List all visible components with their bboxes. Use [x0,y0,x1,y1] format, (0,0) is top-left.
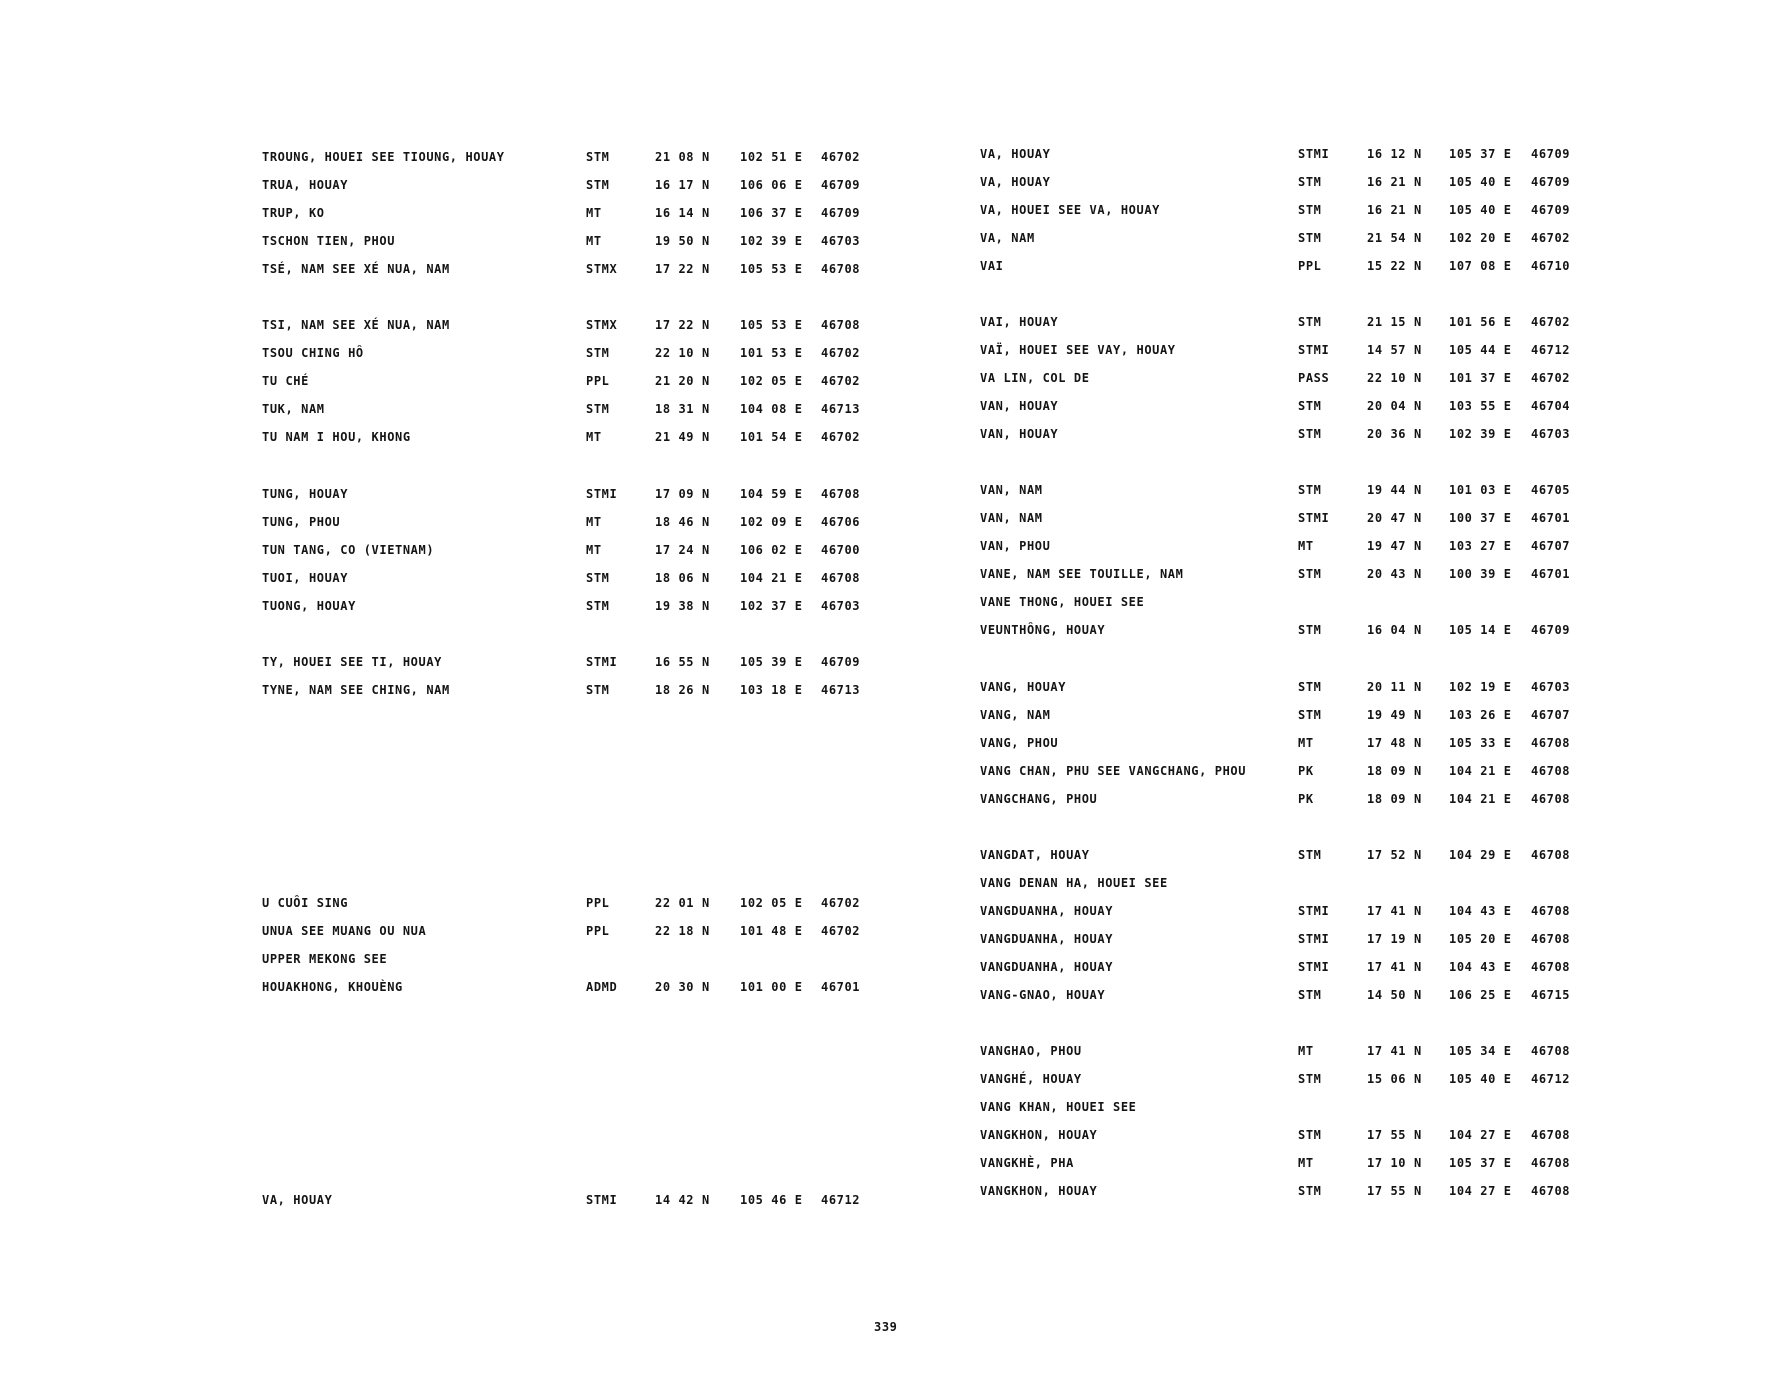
longitude: 105 14 E [1449,623,1512,637]
map-sheet: 46708 [821,571,861,585]
feature-code: STM [1298,680,1322,694]
place-name: VAN, HOUAY [980,427,1059,441]
latitude: 21 20 N [655,374,710,388]
feature-code: STMI [1298,343,1330,357]
feature-code: STM [1298,483,1322,497]
map-sheet: 46708 [1531,764,1571,778]
map-sheet: 46708 [1531,1156,1571,1170]
longitude: 106 06 E [740,178,803,192]
longitude: 103 55 E [1449,399,1512,413]
place-name: HOUAKHONG, KHOUÈNG [262,980,403,994]
map-sheet: 46709 [1531,147,1571,161]
place-name: TUOI, HOUAY [262,571,349,585]
feature-code: STM [586,599,610,613]
latitude: 20 11 N [1367,680,1422,694]
feature-code: STM [1298,708,1322,722]
longitude: 105 53 E [740,318,803,332]
latitude: 18 06 N [655,571,710,585]
map-sheet: 46703 [821,234,861,248]
longitude: 101 37 E [1449,371,1512,385]
feature-code: STM [1298,203,1322,217]
feature-code: STMI [586,655,618,669]
place-name: VANGDAT, HOUAY [980,848,1090,862]
longitude: 105 46 E [740,1193,803,1207]
map-sheet: 46704 [1531,399,1571,413]
latitude: 21 08 N [655,150,710,164]
latitude: 20 36 N [1367,427,1422,441]
longitude: 102 09 E [740,515,803,529]
map-sheet: 46715 [1531,988,1571,1002]
longitude: 104 27 E [1449,1184,1512,1198]
latitude: 20 43 N [1367,567,1422,581]
map-sheet: 46703 [821,599,861,613]
place-name: TU NAM I HOU, KHONG [262,430,411,444]
feature-code: STM [1298,315,1322,329]
feature-code: STM [1298,848,1322,862]
feature-code: MT [1298,539,1314,553]
latitude: 19 38 N [655,599,710,613]
longitude: 105 33 E [1449,736,1512,750]
latitude: 21 54 N [1367,231,1422,245]
feature-code: STMX [586,262,618,276]
feature-code: STM [1298,175,1322,189]
place-name: VANGKHÈ, PHA [980,1156,1074,1170]
place-name: TUN TANG, CO (VIETNAM) [262,543,435,557]
latitude: 19 49 N [1367,708,1422,722]
map-sheet: 46702 [821,346,861,360]
longitude: 105 37 E [1449,147,1512,161]
map-sheet: 46703 [1531,427,1571,441]
feature-code: PK [1298,764,1314,778]
feature-code: MT [586,206,602,220]
longitude: 105 37 E [1449,1156,1512,1170]
place-name: VANGHAO, PHOU [980,1044,1082,1058]
feature-code: STM [1298,567,1322,581]
map-sheet: 46702 [821,430,861,444]
latitude: 16 17 N [655,178,710,192]
place-name: VANGKHON, HOUAY [980,1128,1098,1142]
map-sheet: 46702 [821,896,861,910]
map-sheet: 46708 [821,262,861,276]
longitude: 105 44 E [1449,343,1512,357]
longitude: 106 02 E [740,543,803,557]
place-name: VA, HOUEI SEE VA, HOUAY [980,203,1160,217]
map-sheet: 46701 [1531,511,1571,525]
feature-code: PPL [586,896,610,910]
latitude: 22 10 N [655,346,710,360]
longitude: 100 39 E [1449,567,1512,581]
feature-code: STMX [586,318,618,332]
latitude: 18 09 N [1367,792,1422,806]
map-sheet: 46708 [1531,848,1571,862]
feature-code: STM [1298,1128,1322,1142]
place-name: U CUÔI SING [262,896,349,910]
feature-code: STM [1298,231,1322,245]
latitude: 14 42 N [655,1193,710,1207]
map-sheet: 46712 [1531,343,1571,357]
feature-code: STMI [1298,960,1330,974]
feature-code: STM [586,178,610,192]
feature-code: PPL [1298,259,1322,273]
latitude: 17 41 N [1367,960,1422,974]
map-sheet: 46702 [1531,371,1571,385]
place-name: VANG, HOUAY [980,680,1067,694]
longitude: 100 37 E [1449,511,1512,525]
latitude: 19 47 N [1367,539,1422,553]
latitude: 17 48 N [1367,736,1422,750]
latitude: 16 21 N [1367,203,1422,217]
latitude: 16 55 N [655,655,710,669]
place-name: TUNG, HOUAY [262,487,349,501]
longitude: 101 54 E [740,430,803,444]
latitude: 16 14 N [655,206,710,220]
map-sheet: 46708 [1531,736,1571,750]
longitude: 104 08 E [740,402,803,416]
longitude: 104 27 E [1449,1128,1512,1142]
place-name: TRUA, HOUAY [262,178,349,192]
place-name: VANG-GNAO, HOUAY [980,988,1106,1002]
latitude: 17 19 N [1367,932,1422,946]
latitude: 17 09 N [655,487,710,501]
map-sheet: 46707 [1531,708,1571,722]
latitude: 17 41 N [1367,1044,1422,1058]
place-name: VANE, NAM SEE TOUILLE, NAM [980,567,1184,581]
feature-code: STM [586,571,610,585]
map-sheet: 46709 [1531,175,1571,189]
feature-code: STM [1298,1184,1322,1198]
feature-code: STMI [1298,511,1330,525]
latitude: 20 47 N [1367,511,1422,525]
feature-code: ADMD [586,980,618,994]
longitude: 102 19 E [1449,680,1512,694]
place-name: VANGDUANHA, HOUAY [980,932,1114,946]
longitude: 105 40 E [1449,203,1512,217]
longitude: 102 05 E [740,896,803,910]
place-name: VA, HOUAY [980,147,1051,161]
place-name: VAÏ, HOUEI SEE VAY, HOUAY [980,343,1176,357]
longitude: 104 21 E [740,571,803,585]
latitude: 22 18 N [655,924,710,938]
place-name: VAI [980,259,1004,273]
place-name: VANE THONG, HOUEI SEE [980,595,1145,609]
longitude: 104 21 E [1449,764,1512,778]
latitude: 17 41 N [1367,904,1422,918]
map-sheet: 46706 [821,515,861,529]
map-sheet: 46708 [1531,932,1571,946]
map-sheet: 46708 [821,318,861,332]
map-sheet: 46708 [1531,1044,1571,1058]
longitude: 105 40 E [1449,175,1512,189]
place-name: TSOU CHING HÔ [262,346,364,360]
place-name: VANGKHON, HOUAY [980,1184,1098,1198]
place-name: VA LIN, COL DE [980,371,1090,385]
feature-code: STM [1298,988,1322,1002]
map-sheet: 46708 [1531,1184,1571,1198]
longitude: 104 59 E [740,487,803,501]
place-name: UPPER MEKONG SEE [262,952,388,966]
feature-code: STM [586,683,610,697]
longitude: 103 27 E [1449,539,1512,553]
map-sheet: 46708 [1531,1128,1571,1142]
longitude: 105 34 E [1449,1044,1512,1058]
feature-code: STMI [1298,904,1330,918]
page-number: 339 [874,1320,898,1334]
feature-code: PASS [1298,371,1330,385]
longitude: 101 53 E [740,346,803,360]
feature-code: PPL [586,374,610,388]
feature-code: STM [586,150,610,164]
place-name: UNUA SEE MUANG OU NUA [262,924,427,938]
map-sheet: 46701 [1531,567,1571,581]
place-name: VAN, HOUAY [980,399,1059,413]
latitude: 19 50 N [655,234,710,248]
latitude: 14 57 N [1367,343,1422,357]
map-sheet: 46703 [1531,680,1571,694]
place-name: VANGDUANHA, HOUAY [980,904,1114,918]
map-sheet: 46709 [821,206,861,220]
feature-code: STMI [1298,147,1330,161]
place-name: VANGHÉ, HOUAY [980,1072,1082,1086]
feature-code: STMI [586,1193,618,1207]
place-name: TUK, NAM [262,402,325,416]
longitude: 101 48 E [740,924,803,938]
map-sheet: 46702 [821,374,861,388]
longitude: 103 26 E [1449,708,1512,722]
latitude: 16 21 N [1367,175,1422,189]
longitude: 102 05 E [740,374,803,388]
place-name: VANG CHAN, PHU SEE VANGCHANG, PHOU [980,764,1247,778]
map-sheet: 46707 [1531,539,1571,553]
feature-code: PPL [586,924,610,938]
longitude: 106 37 E [740,206,803,220]
latitude: 18 09 N [1367,764,1422,778]
latitude: 21 49 N [655,430,710,444]
longitude: 105 39 E [740,655,803,669]
place-name: VA, NAM [980,231,1035,245]
feature-code: MT [1298,1044,1314,1058]
place-name: TSÉ, NAM SEE XÉ NUA, NAM [262,262,450,276]
place-name: VANGCHANG, PHOU [980,792,1098,806]
feature-code: STM [1298,427,1322,441]
map-sheet: 46712 [1531,1072,1571,1086]
latitude: 18 46 N [655,515,710,529]
map-sheet: 46708 [1531,960,1571,974]
place-name: VAN, NAM [980,511,1043,525]
latitude: 18 31 N [655,402,710,416]
longitude: 104 43 E [1449,904,1512,918]
longitude: 103 18 E [740,683,803,697]
longitude: 102 39 E [1449,427,1512,441]
feature-code: STMI [586,487,618,501]
feature-code: STMI [1298,932,1330,946]
map-sheet: 46709 [821,178,861,192]
latitude: 15 06 N [1367,1072,1422,1086]
longitude: 104 21 E [1449,792,1512,806]
place-name: TROUNG, HOUEI SEE TIOUNG, HOUAY [262,150,505,164]
map-sheet: 46712 [821,1193,861,1207]
latitude: 14 50 N [1367,988,1422,1002]
place-name: VANG, PHOU [980,736,1059,750]
latitude: 15 22 N [1367,259,1422,273]
longitude: 101 56 E [1449,315,1512,329]
place-name: VANG KHAN, HOUEI SEE [980,1100,1137,1114]
map-sheet: 46702 [1531,231,1571,245]
latitude: 19 44 N [1367,483,1422,497]
latitude: 17 22 N [655,318,710,332]
feature-code: STM [586,402,610,416]
place-name: TUNG, PHOU [262,515,341,529]
latitude: 21 15 N [1367,315,1422,329]
longitude: 102 51 E [740,150,803,164]
place-name: VAN, NAM [980,483,1043,497]
map-sheet: 46702 [1531,315,1571,329]
map-sheet: 46701 [821,980,861,994]
longitude: 107 08 E [1449,259,1512,273]
map-sheet: 46713 [821,402,861,416]
place-name: VANG DENAN HA, HOUEI SEE [980,876,1168,890]
longitude: 105 20 E [1449,932,1512,946]
feature-code: STM [1298,1072,1322,1086]
feature-code: STM [1298,623,1322,637]
longitude: 104 43 E [1449,960,1512,974]
feature-code: STM [586,346,610,360]
longitude: 101 00 E [740,980,803,994]
place-name: VANG, NAM [980,708,1051,722]
longitude: 106 25 E [1449,988,1512,1002]
feature-code: MT [586,234,602,248]
feature-code: MT [1298,736,1314,750]
map-sheet: 46708 [1531,792,1571,806]
place-name: TU CHÉ [262,374,309,388]
longitude: 102 20 E [1449,231,1512,245]
latitude: 16 12 N [1367,147,1422,161]
place-name: TYNE, NAM SEE CHING, NAM [262,683,450,697]
latitude: 17 22 N [655,262,710,276]
longitude: 105 40 E [1449,1072,1512,1086]
longitude: 105 53 E [740,262,803,276]
place-name: VA, HOUAY [262,1193,333,1207]
latitude: 20 04 N [1367,399,1422,413]
map-sheet: 46702 [821,150,861,164]
place-name: TUONG, HOUAY [262,599,356,613]
place-name: VAI, HOUAY [980,315,1059,329]
map-sheet: 46708 [821,487,861,501]
latitude: 20 30 N [655,980,710,994]
latitude: 22 01 N [655,896,710,910]
map-sheet: 46709 [1531,203,1571,217]
feature-code: MT [586,515,602,529]
longitude: 104 29 E [1449,848,1512,862]
map-sheet: 46702 [821,924,861,938]
latitude: 18 26 N [655,683,710,697]
longitude: 102 37 E [740,599,803,613]
place-name: TSCHON TIEN, PHOU [262,234,396,248]
longitude: 102 39 E [740,234,803,248]
map-sheet: 46709 [1531,623,1571,637]
map-sheet: 46713 [821,683,861,697]
latitude: 17 10 N [1367,1156,1422,1170]
latitude: 22 10 N [1367,371,1422,385]
feature-code: MT [586,430,602,444]
place-name: VAN, PHOU [980,539,1051,553]
place-name: VEUNTHÔNG, HOUAY [980,623,1106,637]
latitude: 17 55 N [1367,1184,1422,1198]
map-sheet: 46710 [1531,259,1571,273]
feature-code: STM [1298,399,1322,413]
feature-code: PK [1298,792,1314,806]
feature-code: MT [586,543,602,557]
latitude: 17 52 N [1367,848,1422,862]
latitude: 16 04 N [1367,623,1422,637]
map-sheet: 46708 [1531,904,1571,918]
place-name: TSI, NAM SEE XÉ NUA, NAM [262,318,450,332]
feature-code: MT [1298,1156,1314,1170]
place-name: VA, HOUAY [980,175,1051,189]
place-name: TY, HOUEI SEE TI, HOUAY [262,655,442,669]
place-name: TRUP, KO [262,206,325,220]
place-name: VANGDUANHA, HOUAY [980,960,1114,974]
map-sheet: 46709 [821,655,861,669]
map-sheet: 46700 [821,543,861,557]
latitude: 17 24 N [655,543,710,557]
map-sheet: 46705 [1531,483,1571,497]
longitude: 101 03 E [1449,483,1512,497]
latitude: 17 55 N [1367,1128,1422,1142]
